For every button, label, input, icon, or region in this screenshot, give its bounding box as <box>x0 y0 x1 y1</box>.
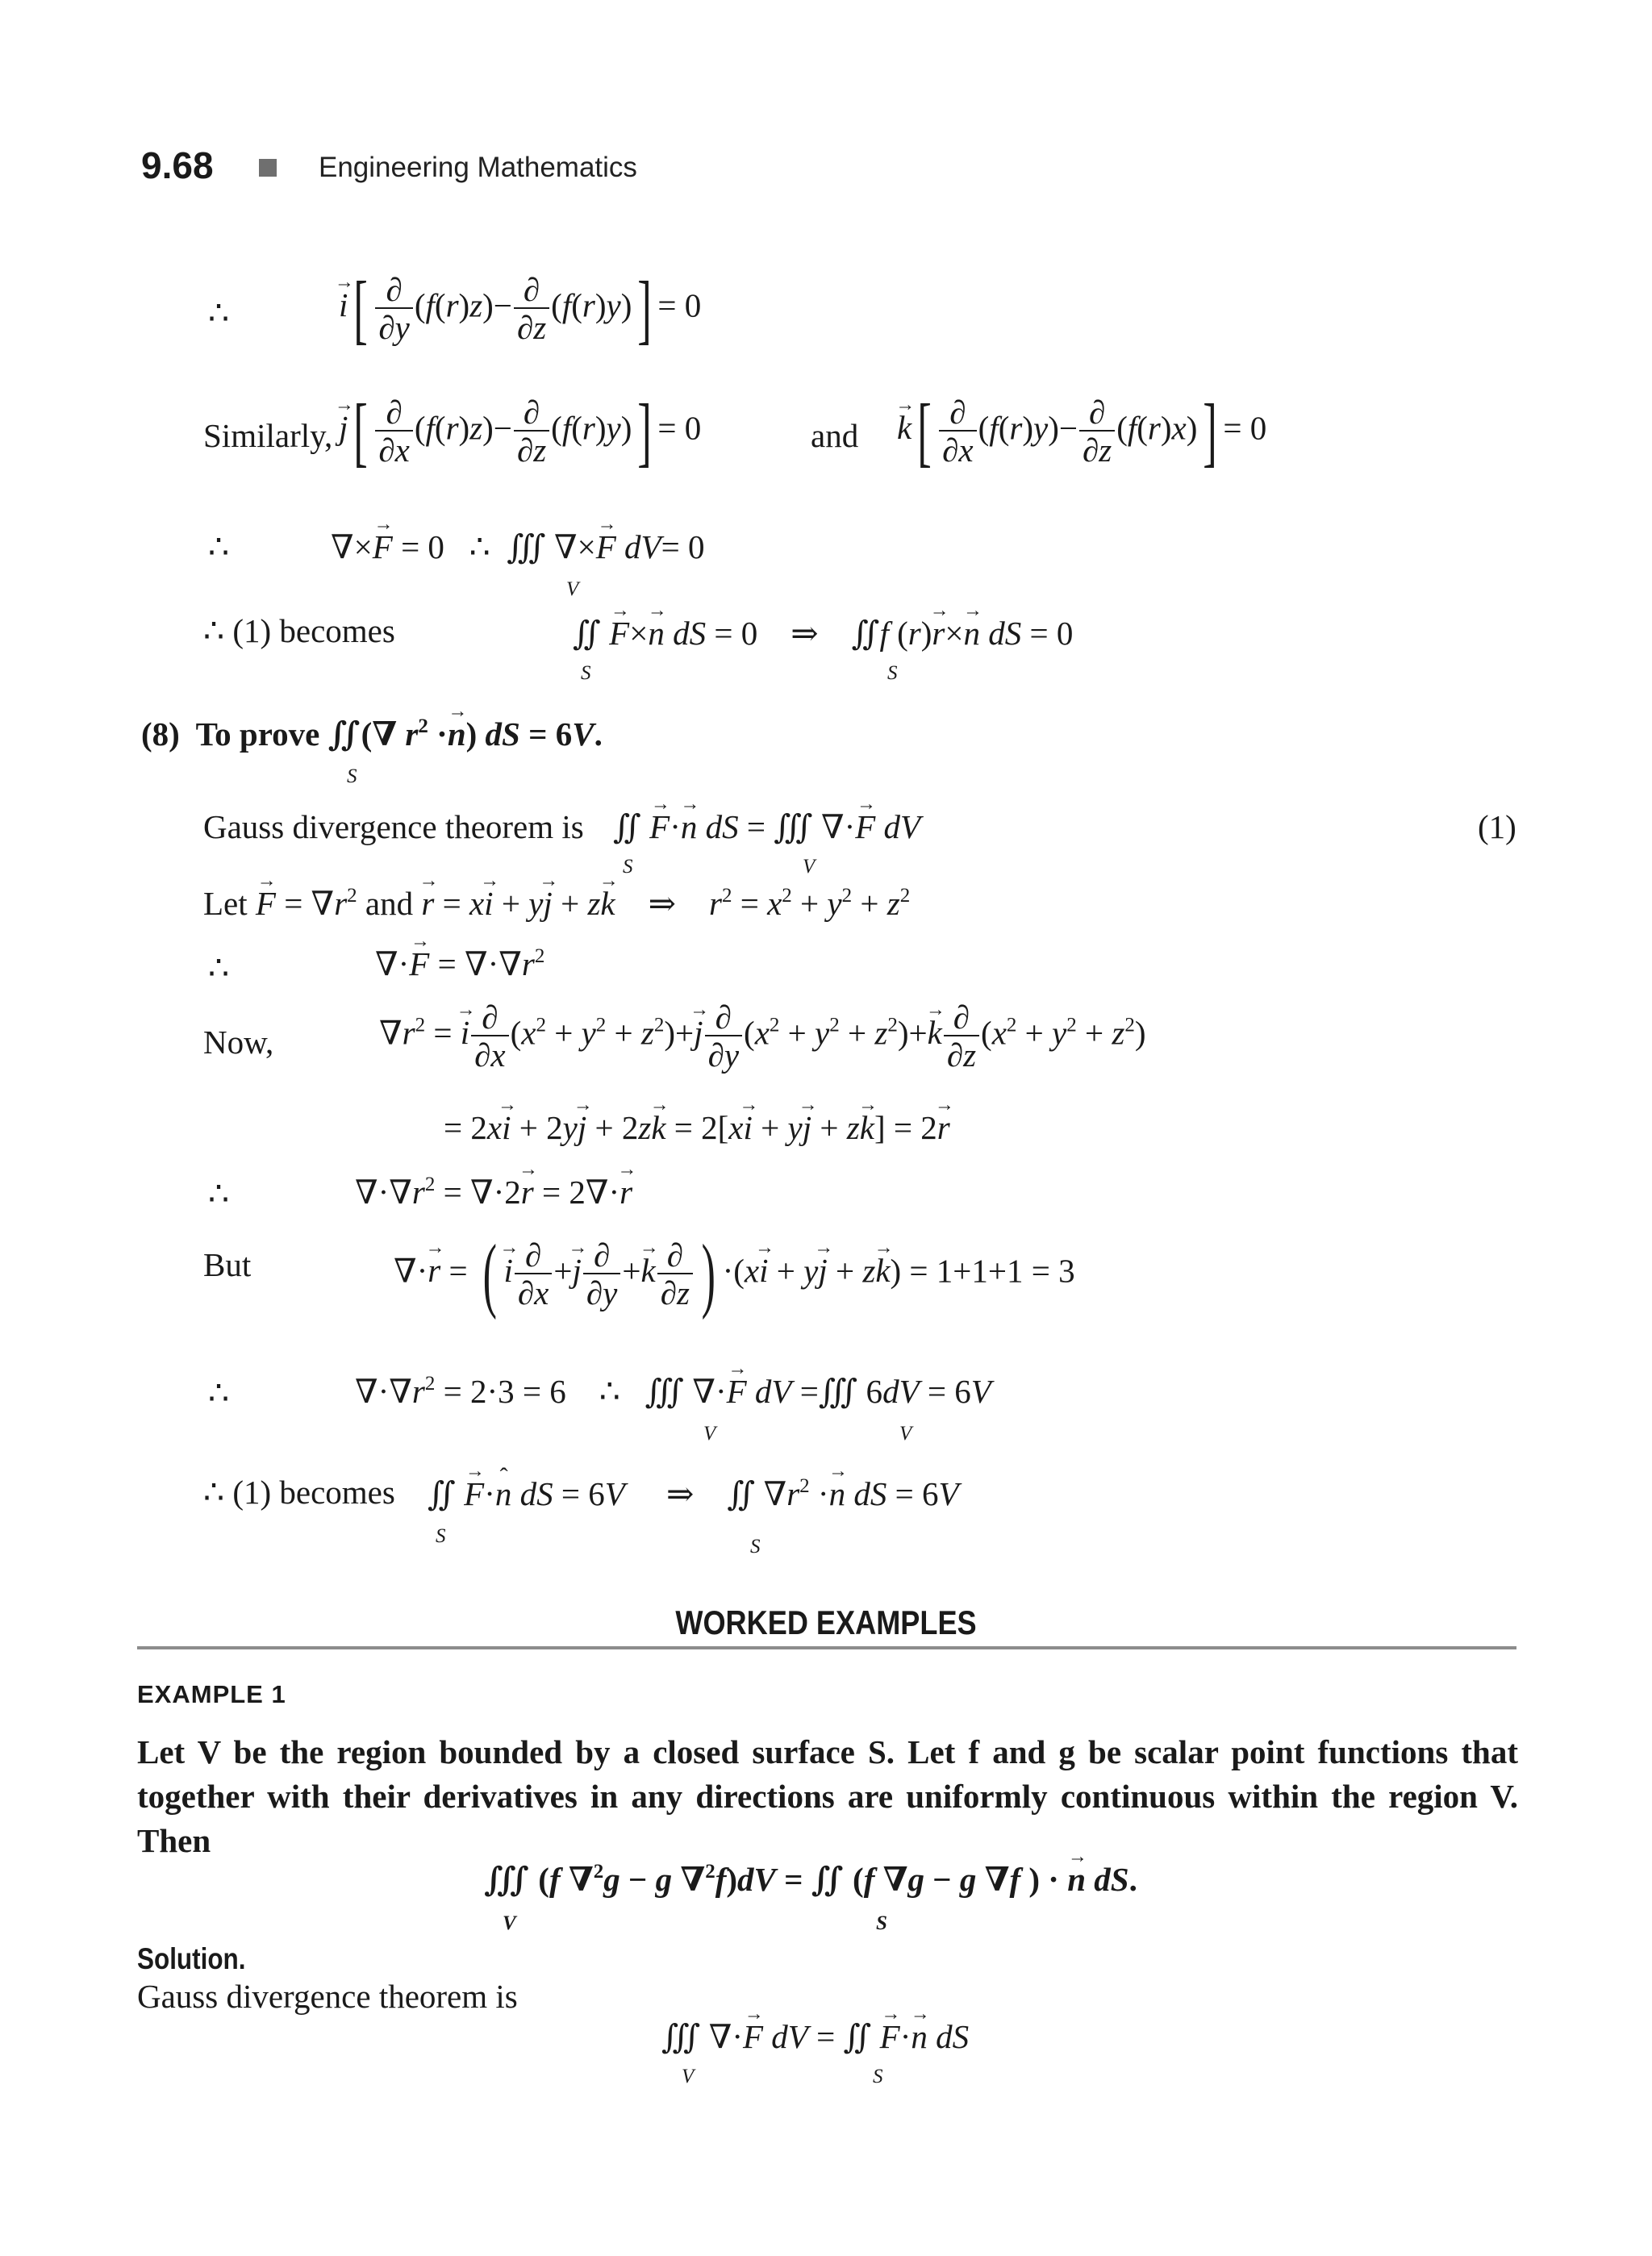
volume-subscript: V <box>803 856 816 878</box>
page-number: 9.68 <box>141 144 214 186</box>
header-square-icon <box>259 159 277 177</box>
volume-subscript: V <box>682 2066 695 2087</box>
volume-subscript: V <box>703 1423 716 1445</box>
equation-number: (1) <box>1478 808 1516 845</box>
equation-div-r: ∇·→ r = (→ i $\frac{\partial}{\partial x}$ +→ j $\frac{\partial}{\partial y}$ +→ k $\frac{\partial}{\partial z}$ ) ·(x→ i + y→ j + z→ k) = 1+1+1 = 3 <box>394 1232 1075 1316</box>
section-divider <box>137 1646 1516 1649</box>
similarly-label: Similarly, <box>203 417 333 454</box>
equation-div-F: ∇·→ $F = \nabla\cdot\nabla r^2$ <box>375 948 544 981</box>
volume-subscript: V <box>566 578 579 600</box>
worked-examples-heading: WORKED EXAMPLES <box>675 1603 977 1641</box>
surface-subscript: S <box>750 1536 761 1558</box>
surface-subscript: S <box>873 2066 883 2087</box>
example-statement: Let V be the region bounded by a closed surface S. Let f and g be scalar point functions that together with their derivatives in any directions are uniformly continuous within the region V. Then <box>137 1733 1518 1859</box>
equation-laplacian-step: $\nabla\cdot\nabla r^2 = \nabla\cdot 2\to r = 2\nabla\cdot\to r$ <box>355 1176 632 1209</box>
section-number: (8) <box>141 715 180 753</box>
volume-subscript: V <box>503 1912 516 1934</box>
equation-gauss-theorem: ∬ → F·→ n dS = ∭ ∇·→ F dV <box>613 811 920 844</box>
equation-green-identity: ∭ (f ∇$^2$g − g ∇$^2$f)dV = ∬ (f ∇g − g ∇f ) · → n dS. <box>484 1863 1137 1896</box>
surface-subscript: S <box>347 765 357 787</box>
therefore-symbol: ∴ <box>208 294 230 332</box>
equation-grad-result: = 2x→ i + 2y→ j + 2z→ k = 2[x→ i + y→ j + z→ k] = 2→ r <box>444 1111 950 1145</box>
book-title: Engineering Mathematics <box>319 152 637 183</box>
volume-subscript: V <box>899 1423 912 1445</box>
surface-subscript: S <box>887 662 898 684</box>
therefore-symbol: ∴ <box>208 528 230 565</box>
section-title: To prove <box>195 715 320 753</box>
equation-curl-k-component: → k[ $\frac{\partial}{\partial x}$ (f(r)y)− $\frac{\partial}{\partial z}$ (f(r)x)] = 0 <box>897 393 1266 470</box>
surface-subscript: S <box>876 1912 887 1934</box>
equation-gauss-theorem-solution: ∭ ∇·→ F dV = ∬ → F·→ n dS <box>661 2020 969 2054</box>
therefore-symbol: ∴ <box>208 949 230 986</box>
equation-final-result: ∬ → F·ˆ n dS = 6V ⇒ ∬ $\nabla r^2 \cdot\to n$ dS = 6V <box>428 1478 959 1511</box>
surface-subscript: S <box>623 856 633 878</box>
equation-curl-j-component: → j[ $\frac{\partial}{\partial x}$ (f(r)z)− $\frac{\partial}{\partial z}$ (f(r)y)] = 0 <box>339 393 701 470</box>
therefore-symbol: ∴ <box>208 1175 230 1212</box>
solution-text: Gauss divergence theorem is <box>137 1978 518 2015</box>
now-label: Now, <box>203 1024 274 1061</box>
equation-surface-cross-zero: ∬ → F×→ n dS = 0 ⇒ ∬f (r)→ r×→ n dS = 0 <box>573 617 1073 650</box>
therefore-symbol: ∴ <box>208 1374 230 1412</box>
surface-subscript: S <box>436 1525 446 1547</box>
equation-grad-r-squared: $\nabla r^2$ = → i $\frac{\partial}{\partial x}$ $(x^2 + y^2 + z^2)+\to j$ $\frac{\partial}{\partial y}$ $(x^2 + y^2 + z^2)+\to k$ $\frac{\partial}{\partial z}$ $(x^2 + y^2 + z^2)$ <box>379 1000 1145 1073</box>
and-label: and <box>811 417 859 454</box>
equation-definitions: Let → $F = \nabla r^2$ and → r = x→ i + y→ j + z→ k ⇒ $r^2 = x^2 + y^2 + z^2$ <box>203 887 910 920</box>
section-8-heading: (8) To prove ∬(∇ $r^2 \cdot\to n$) dS = 6V. <box>141 718 603 751</box>
page-header <box>141 144 1512 200</box>
equation-curl-i-component: → i[ $\frac{\partial}{\partial y}$ (f(r)z)− $\frac{\partial}{\partial z}$ (f(r)y)] = 0 <box>339 270 701 348</box>
equation-curl-zero: ∇×→ F = 0 ∴ ∭ ∇×→ F dV= 0 <box>331 531 704 564</box>
example-label: EXAMPLE 1 <box>137 1680 286 1708</box>
surface-subscript: S <box>581 662 591 684</box>
equation-laplacian-value: $\nabla\cdot\nabla r^2 = 2\cdot 3 = 6$ ∴ ∭ ∇·→ F dV =∭ 6dV = 6V <box>355 1375 991 1408</box>
gauss-label: Gauss divergence theorem is <box>203 808 584 845</box>
becomes-label: ∴ (1) becomes <box>203 612 395 649</box>
but-label: But <box>203 1246 252 1283</box>
solution-label: Solution. <box>137 1942 246 1975</box>
becomes-label: ∴ (1) becomes <box>203 1474 395 1511</box>
